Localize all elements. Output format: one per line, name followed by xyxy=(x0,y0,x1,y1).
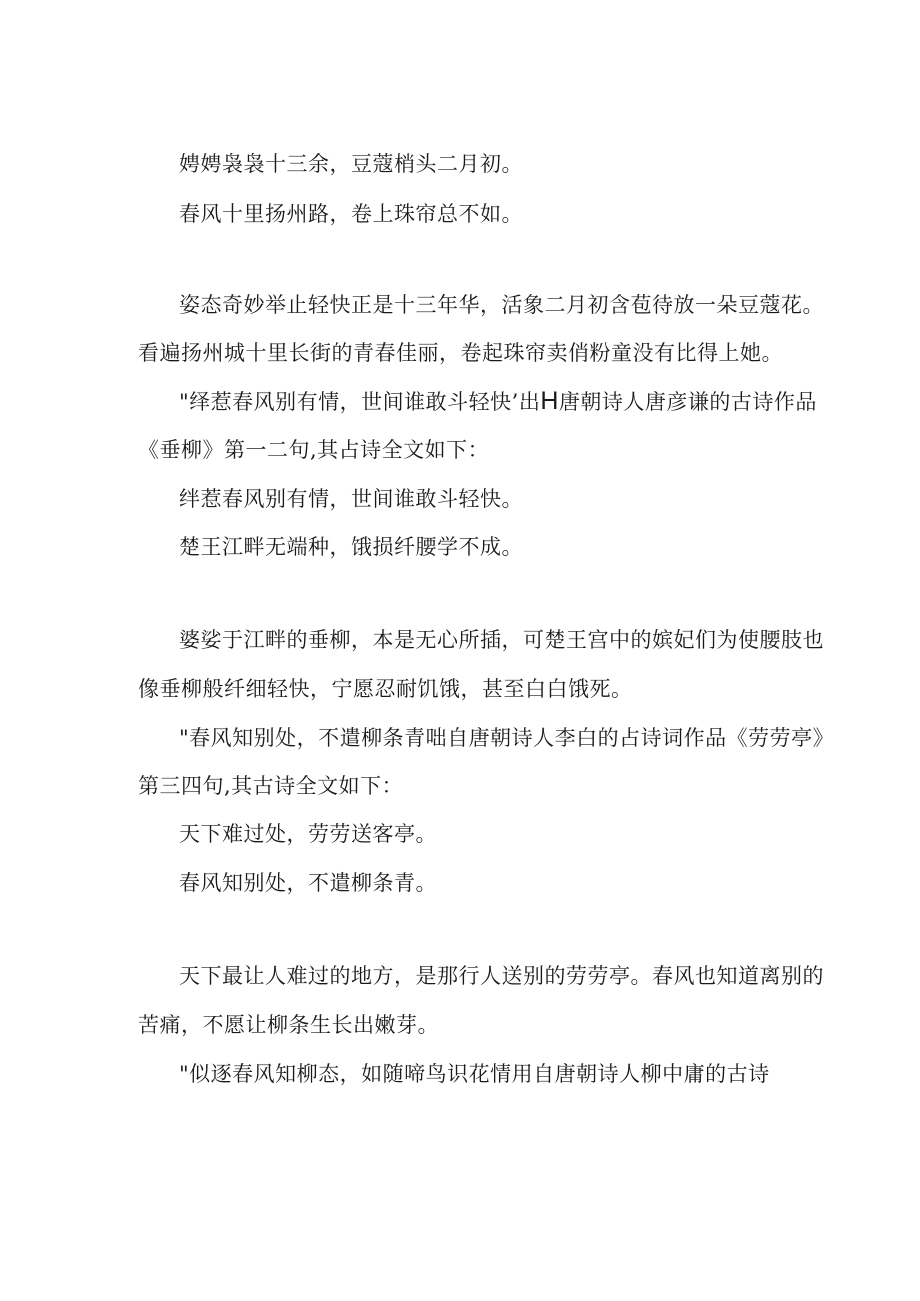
translation2-line1: 婆娑于江畔的垂柳，本是无心所插，可楚王宫中的嫔妃们为使腰肢也 xyxy=(179,628,824,652)
translation1-line2: 看遍扬州城十里长街的青春佳丽，卷起珠帘卖俏粉童没有比得上她。 xyxy=(138,341,783,365)
poem3-line1: 天下难过处，劳劳送客亭。 xyxy=(179,822,437,846)
source2-text-a: "绎惹春风别有情，世间谁敢斗轻快’出 xyxy=(179,390,541,414)
translation3-line2: 苦痛，不愿让柳条生长出嫩芽。 xyxy=(138,1013,439,1037)
poem2-line2: 楚王江畔无端种，饿损纤腰学不成。 xyxy=(179,535,523,559)
poem1-line2: 春风十里扬州路，卷上珠帘总不如。 xyxy=(179,202,523,226)
source2-line1 xyxy=(179,388,817,415)
translation3-line1: 天下最让人难过的地方，是那行人送别的劳劳亭。春风也知道离别的 xyxy=(179,964,824,988)
poem2-line1: 绊惹春风别有情，世间谁敢斗轻快。 xyxy=(179,487,523,511)
poem3-line2: 春风知别处，不遣柳条青。 xyxy=(179,871,437,895)
source2-stray-h: H xyxy=(540,387,559,415)
source3-line2: 第三四句,其古诗全文如下： xyxy=(138,774,404,798)
poem1-line1: 娉娉袅袅十三余，豆蔻梢头二月初。 xyxy=(179,152,523,176)
source4-line1: "似逐春风知柳态，如随啼鸟识花情用自唐朝诗人柳中庸的古诗 xyxy=(179,1062,770,1086)
source2-text-b: 唐朝诗人唐彦谦的古诗作品 xyxy=(558,390,817,414)
source2-line2: 《垂柳》第一二句,其占诗全文如下： xyxy=(138,438,490,462)
translation2-line2: 像垂柳般纤细轻快，宁愿忍耐饥饿，甚至白白饿死。 xyxy=(138,677,633,701)
source3-line1: "春风知别处，不遣柳条青咄自唐朝诗人李白的占诗词作品《劳劳亭》 xyxy=(179,726,835,750)
translation1-line1: 姿态奇妙举止轻快正是十三年华，活象二月初含苞待放一朵豆蔻花。 xyxy=(179,293,824,317)
